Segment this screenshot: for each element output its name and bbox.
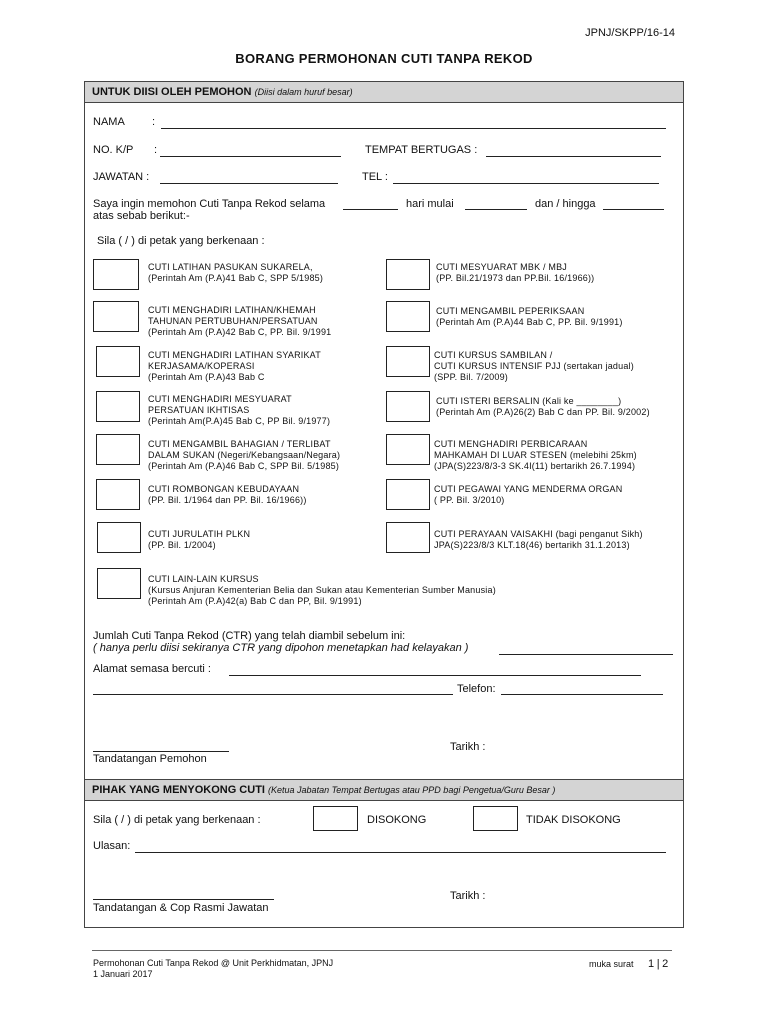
section-support-note: (Ketua Jabatan Tempat Bertugas atau PPD bagi Pengetua/Guru Besar ) xyxy=(268,785,556,795)
option-sukan: CUTI MENGAMBIL BAHAGIAN / TERLIBAT DALAM SUKAN (Negeri/Kebangsaan/Negara) (Perintah Am (P.A)46 Bab C, SPP Bil. 5/1985) xyxy=(148,439,341,471)
checkbox-jurulatih[interactable] xyxy=(97,522,141,553)
option-perbicaraan: CUTI MENGHADIRI PERBICARAAN MAHKAMAH DI LUAR STESEN (melebihi 25km) (JPA(S)223/8/3-3 SK.4I(11) bertarikh 26.7.1994) xyxy=(434,439,637,471)
document-title: BORANG PERMOHONAN CUTI TANPA REKOD xyxy=(235,51,533,66)
tempat-label: TEMPAT BERTUGAS : xyxy=(365,144,478,156)
approver-date-label: Tarikh : xyxy=(450,890,486,902)
section-applicant-note: (Diisi dalam huruf besar) xyxy=(254,87,353,97)
footer-page-separator: | xyxy=(656,958,660,970)
nokp-colon: : xyxy=(154,144,158,156)
applicant-date-label: Tarikh : xyxy=(450,741,486,753)
tel-field[interactable] xyxy=(393,182,659,184)
jawatan-label: JAWATAN : xyxy=(93,171,150,183)
footer-page xyxy=(589,958,668,970)
option-kursus-sambilan: CUTI KURSUS SAMBILAN / CUTI KURSUS INTENSIF PJJ (sertakan jadual) (SPP. Bil. 7/2009) xyxy=(434,350,634,382)
start-date-field[interactable] xyxy=(465,208,527,210)
instruction-text: Sila ( / ) di petak yang berkenaan : xyxy=(97,235,265,247)
tel-label: TEL : xyxy=(362,171,388,183)
checkbox-latihan-pasukan[interactable] xyxy=(93,259,139,290)
section-applicant-title: UNTUK DIISI OLEH PEMOHON xyxy=(92,86,252,98)
option-vaisakhi: CUTI PERAYAAN VAISAKHI (bagi penganut Sikh) JPA(S)223/8/3 KLT.18(46) bertarikh 31.1.2013) xyxy=(434,529,643,550)
alamat-label: Alamat semasa bercuti : xyxy=(93,663,211,675)
tidak-disokong-label: TIDAK DISOKONG xyxy=(526,814,621,826)
option-mesyuarat-ikhtisas: CUTI MENGHADIRI MESYUARAT PERSATUAN IKHTISAS (Perintah Am(P.A)45 Bab C, PP Bil. 9/1977) xyxy=(148,394,331,426)
checkbox-perbicaraan[interactable] xyxy=(386,434,430,465)
footer-date: 1 Januari 2017 xyxy=(93,969,153,979)
checkbox-sukan[interactable] xyxy=(96,434,140,465)
footer-page-label: muka surat xyxy=(589,959,634,969)
document-reference: JPNJ/SKPP/16-14 xyxy=(585,27,675,39)
nama-label: NAMA xyxy=(93,116,125,128)
footer-page-total: 2 xyxy=(662,958,669,970)
checkbox-latihan-khemah[interactable] xyxy=(93,301,139,332)
checkbox-mesyuarat-ikhtisas[interactable] xyxy=(96,391,140,422)
checkbox-lain-lain[interactable] xyxy=(97,568,141,599)
end-date-field[interactable] xyxy=(603,208,664,210)
request-text-3: dan / hingga xyxy=(535,198,596,210)
option-peperiksaan: CUTI MENGAMBIL PEPERIKSAAN (Perintah Am (P.A)44 Bab C, PP. Bil. 9/1991) xyxy=(436,306,623,327)
option-latihan-khemah: CUTI MENGHADIRI LATIHAN/KHEMAH TAHUNAN PERTUBUHAN/PERSATUAN (Perintah Am (P.A)42 Bab C, PP. Bil. 9/1991 xyxy=(148,305,332,337)
section-applicant-header xyxy=(85,82,683,103)
checkbox-vaisakhi[interactable] xyxy=(386,522,430,553)
checkbox-derma-organ[interactable] xyxy=(386,479,430,510)
option-jurulatih: CUTI JURULATIH PLKN (PP. Bil. 1/2004) xyxy=(148,529,251,550)
tempat-field[interactable] xyxy=(486,155,661,157)
checkbox-kursus-sambilan[interactable] xyxy=(386,346,430,377)
checkbox-mesyuarat-mbk[interactable] xyxy=(386,259,430,290)
applicant-signature-field[interactable] xyxy=(93,750,229,752)
request-text-1: Saya ingin memohon Cuti Tanpa Rekod selama xyxy=(93,198,326,210)
duration-field[interactable] xyxy=(343,208,398,210)
request-text-4: atas sebab berikut:- xyxy=(93,210,190,222)
option-lain-lain: CUTI LAIN-LAIN KURSUS (Kursus Anjuran Kementerian Belia dan Sukan atau Kementerian Sumber Manusia) (Perintah Am (P.A)42(a) Bab C dan PP, Bil. 9/1991) xyxy=(148,574,496,606)
option-mesyuarat-mbk: CUTI MESYUARAT MBK / MBJ (PP. Bil.21/1973 dan PP.Bil. 16/1966)) xyxy=(436,262,595,283)
nama-colon: : xyxy=(152,116,156,128)
checkbox-peperiksaan[interactable] xyxy=(386,301,430,332)
approver-signature-label: Tandatangan & Cop Rasmi Jawatan xyxy=(93,902,269,914)
ulasan-label: Ulasan: xyxy=(93,840,131,852)
nama-field[interactable] xyxy=(161,127,666,129)
checkbox-rombongan[interactable] xyxy=(96,479,140,510)
alamat-field-1[interactable] xyxy=(229,674,641,676)
jawatan-field[interactable] xyxy=(160,182,338,184)
option-isteri-bersalin: CUTI ISTERI BERSALIN (Kali ke ________) (Perintah Am (P.A)26(2) Bab C dan PP. Bil. 9/2002) xyxy=(436,396,650,417)
nokp-field[interactable] xyxy=(160,155,341,157)
applicant-signature-label: Tandatangan Pemohon xyxy=(93,753,207,765)
checkbox-tidak-disokong[interactable] xyxy=(473,806,518,831)
option-latihan-pasukan: CUTI LATIHAN PASUKAN SUKARELA, (Perintah Am (P.A)41 Bab C, SPP 5/1985) xyxy=(148,262,324,283)
checkbox-isteri-bersalin[interactable] xyxy=(386,391,430,422)
disokong-label: DISOKONG xyxy=(367,814,427,826)
option-latihan-koperasi: CUTI MENGHADIRI LATIHAN SYARIKAT KERJASAMA/KOPERASI (Perintah Am (P.A)43 Bab C xyxy=(148,350,321,382)
footer-rule xyxy=(92,950,672,951)
telefon-label: Telefon: xyxy=(457,683,496,695)
telefon-field[interactable] xyxy=(501,693,663,695)
ulasan-field[interactable] xyxy=(135,851,666,853)
alamat-field-2[interactable] xyxy=(93,693,453,695)
approver-signature-field[interactable] xyxy=(93,898,274,900)
support-instruction: Sila ( / ) di petak yang berkenaan : xyxy=(93,814,261,826)
checkbox-latihan-koperasi[interactable] xyxy=(96,346,140,377)
nokp-label: NO. K/P xyxy=(93,144,134,156)
section-support-header xyxy=(85,779,683,801)
footer-unit: Permohonan Cuti Tanpa Rekod @ Unit Perkhidmatan, JPNJ xyxy=(93,958,334,968)
jumlah-field[interactable] xyxy=(499,653,673,655)
footer-page-number: 1 xyxy=(648,958,655,970)
jumlah-label: Jumlah Cuti Tanpa Rekod (CTR) yang telah diambil sebelum ini: xyxy=(93,630,406,642)
checkbox-disokong[interactable] xyxy=(313,806,358,831)
jumlah-note: ( hanya perlu diisi sekiranya CTR yang dipohon menetapkan had kelayakan ) xyxy=(93,642,469,654)
section-support-title: PIHAK YANG MENYOKONG CUTI xyxy=(92,784,265,796)
request-text-2: hari mulai xyxy=(406,198,454,210)
option-derma-organ: CUTI PEGAWAI YANG MENDERMA ORGAN ( PP. Bil. 3/2010) xyxy=(434,484,623,505)
option-rombongan: CUTI ROMBONGAN KEBUDAYAAN (PP. Bil. 1/1964 dan PP. Bil. 16/1966)) xyxy=(148,484,307,505)
